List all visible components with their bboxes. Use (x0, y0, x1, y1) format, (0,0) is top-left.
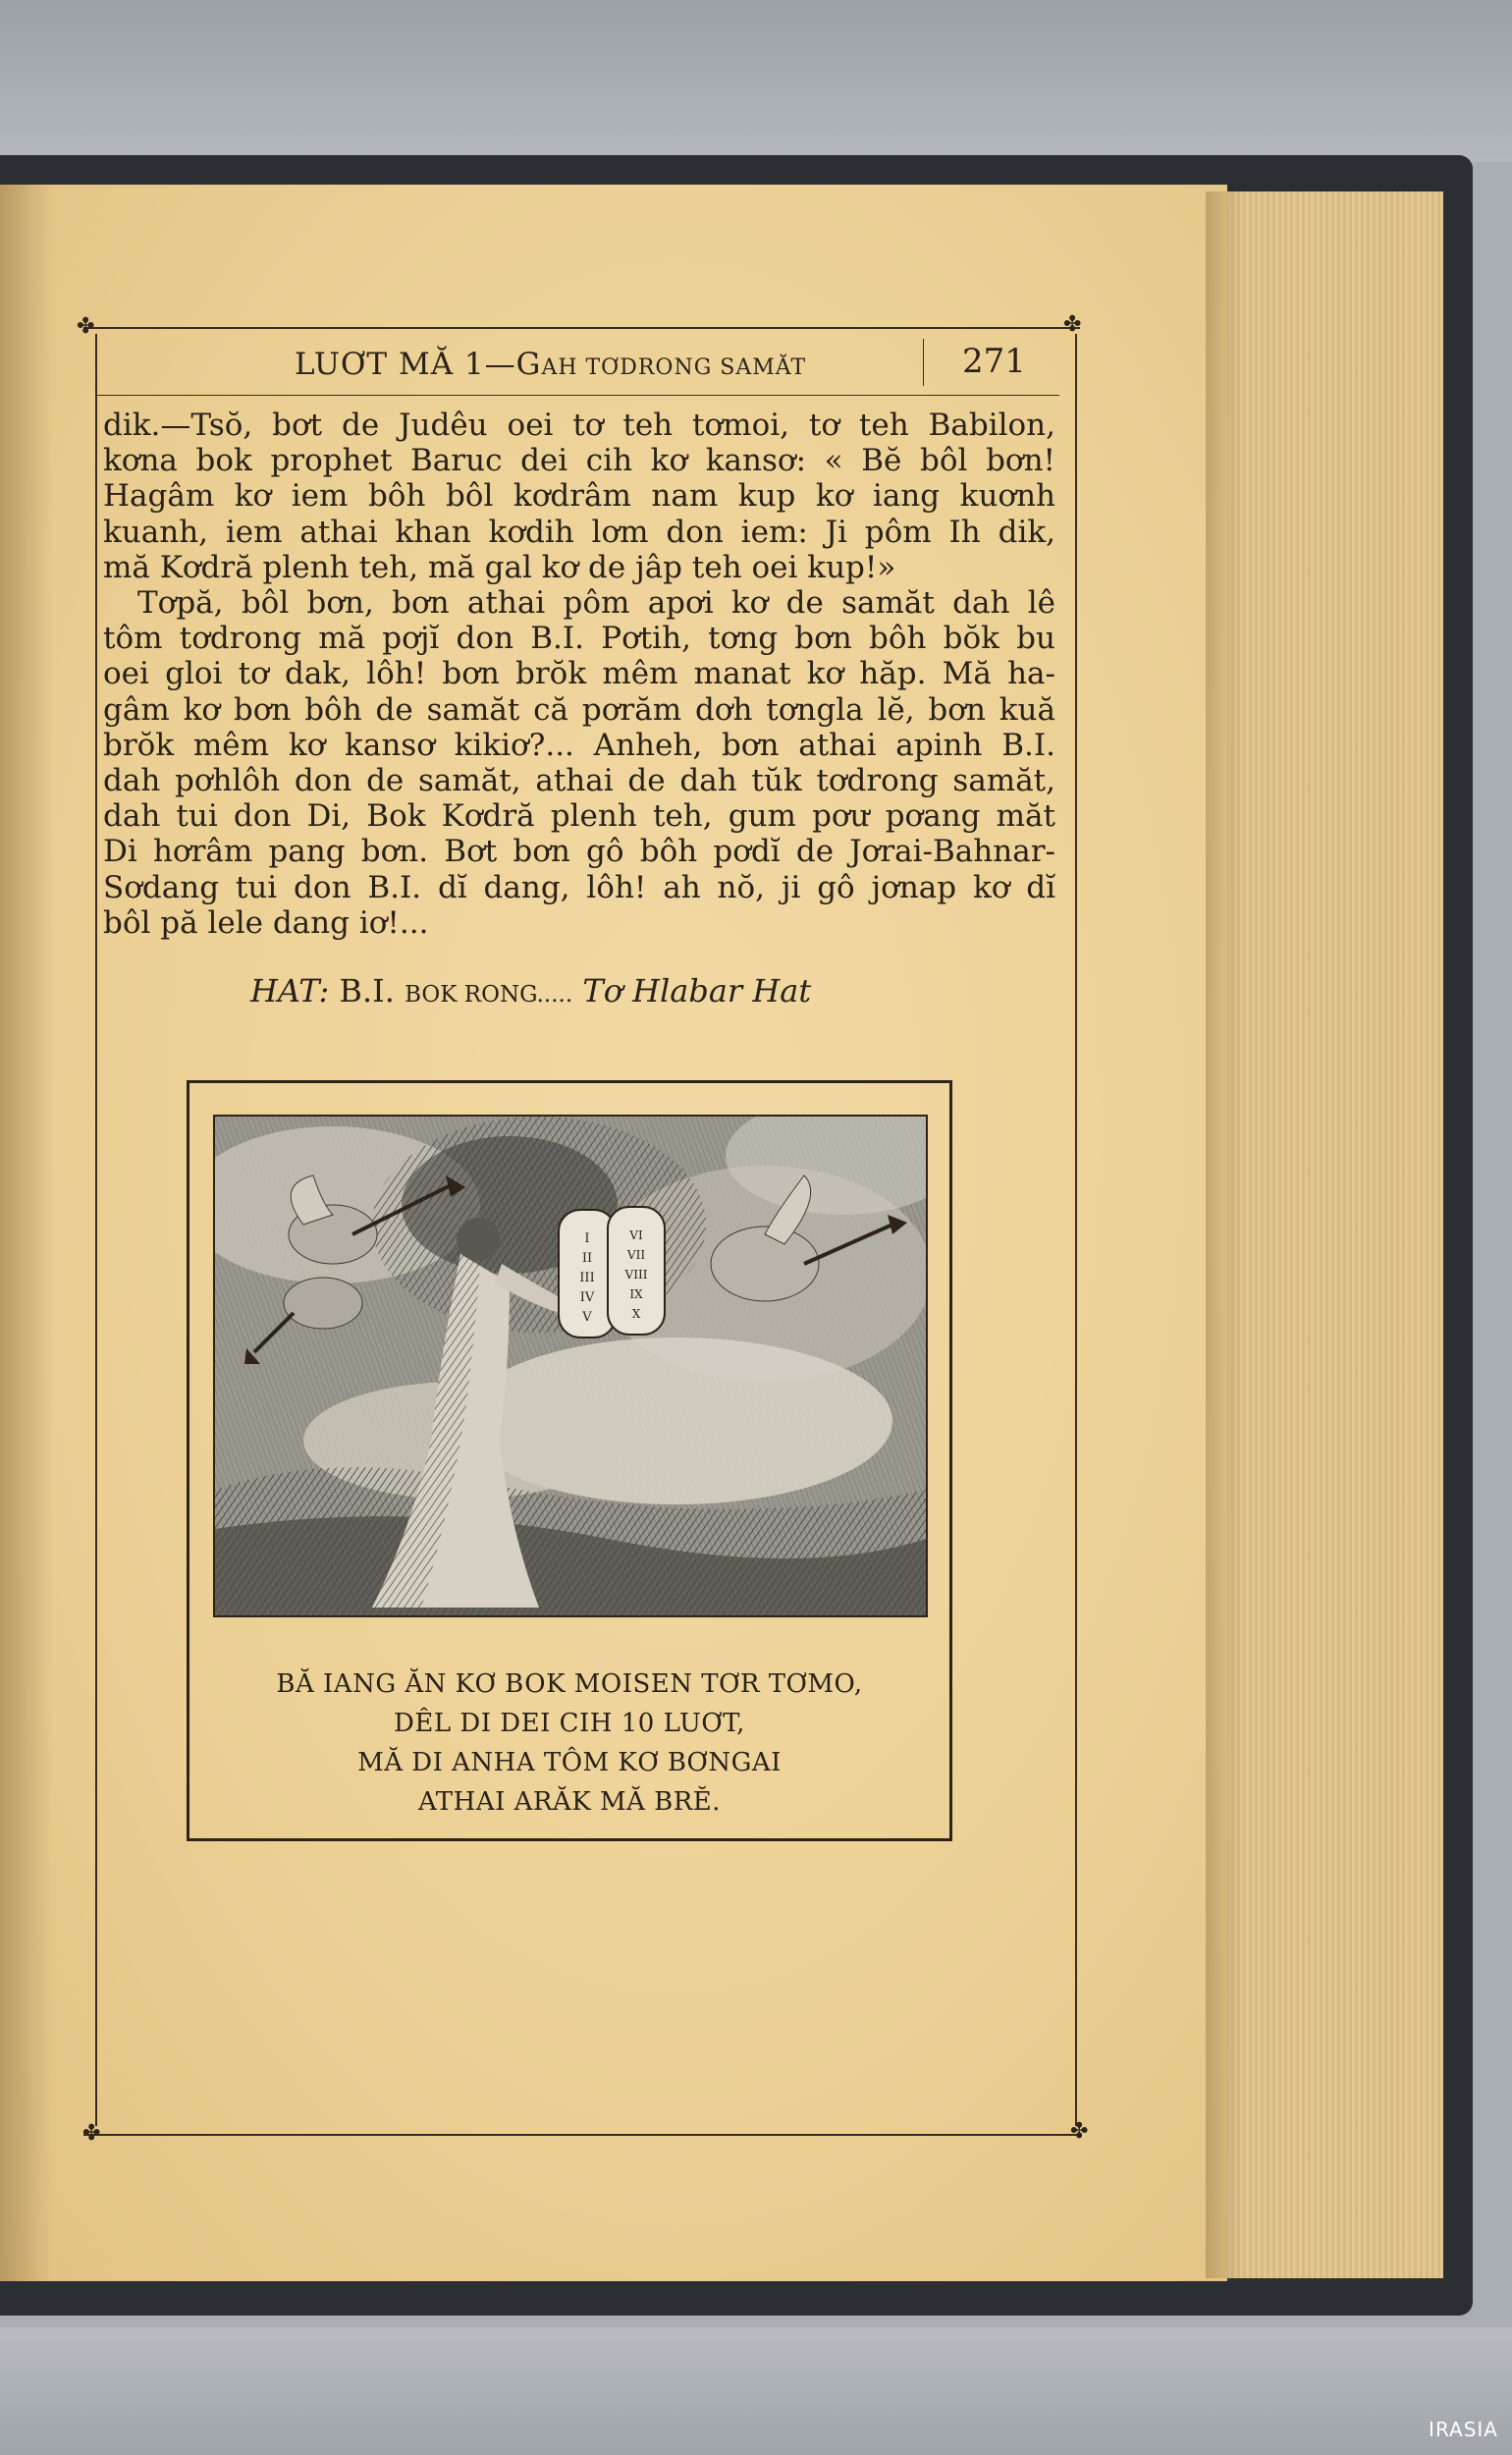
text-line: Sơdang tui don B.I. dĭ dang, lôh! ah nŏ, ji gô jơnap kơ dĭ (103, 869, 1055, 905)
page-gutter-shadow (0, 185, 54, 2281)
watermark: IRASIA (1429, 2418, 1498, 2441)
caption-line: ATHAI ARĂK MĂ BRĔ. (417, 1787, 722, 1817)
running-title-main: LUƠT MĂ 1— (295, 347, 516, 382)
engraving-moses-tablets (213, 1115, 928, 1617)
header-separator (923, 339, 924, 386)
page-edge-shadow (1206, 191, 1245, 2278)
frame-bottom-rule (83, 2134, 1080, 2136)
text-line: brŏk mêm kơ kansơ kikiơ?... Anheh, bơn athai apinh B.I. (103, 727, 1055, 763)
hymn-tune: Tơ Hlabar Hat (582, 972, 812, 1009)
frame-right-rule (1075, 334, 1077, 2126)
frame-left-rule (95, 334, 97, 2126)
tablet-numeral: III (579, 1271, 595, 1285)
page-number: 271 (962, 342, 1026, 381)
tablet-numeral: X (631, 1307, 641, 1321)
illustration-caption (187, 1664, 952, 1822)
text-line: dah tui don Di, Bok Kơdră plenh teh, gum pơư pơang măt (103, 798, 1055, 835)
text-line: Tơpă, bôl bơn, bơn athai pôm apơi kơ de samăt dah lê (137, 585, 1055, 622)
running-title-initial: G (515, 347, 542, 382)
hymn-label: HAT: (250, 972, 330, 1009)
hymn-ref: B.I. (339, 972, 395, 1009)
text-line: gâm kơ bơn bôh de samăt că pơrăm dơh tơngla lĕ, bơn kuă (103, 691, 1055, 728)
text-line: dah pơhlôh don de samăt, athai de dah tŭk tơdrong samăt, (103, 763, 1055, 799)
stone-tablets-icon (559, 1207, 665, 1337)
text-line: kơna bok prophet Baruc dei cih kơ kansơ: « Bĕ bôl bơn! (103, 443, 1055, 479)
background-bottom (0, 2327, 1512, 2455)
tablet-numeral: IV (579, 1290, 595, 1305)
tablet-numeral: I (584, 1231, 590, 1246)
corner-ornament-icon: ✤ (1070, 2119, 1089, 2144)
text-line: kuanh, iem athai khan kơdih lơm don iem: Ji pôm Ih dik, (103, 514, 1055, 550)
tablet-numeral: VIII (624, 1268, 648, 1282)
text-line: dik.—Tsŏ, bơt de Judêu oei tơ teh tơmoi, tơ teh Babilon, (103, 408, 1055, 443)
tablet-numeral: V (582, 1310, 592, 1325)
background-top (0, 0, 1512, 162)
corner-ornament-icon: ✤ (1063, 312, 1082, 337)
engraving-image (215, 1117, 926, 1615)
corner-ornament-icon: ✤ (77, 314, 95, 339)
caption-line: MĂ DI ANHA TÔM KƠ BƠNGAI (357, 1748, 782, 1777)
tablet-numeral: IX (629, 1287, 643, 1301)
text-line: tôm tơdrong mă pơjĭ don B.I. Pơtih, tơng bơn bôh bŏk bu (103, 621, 1055, 657)
corner-ornament-icon: ✤ (82, 2121, 101, 2146)
caption-line: BĂ IANG ĂN KƠ BOK MOISEN TƠR TƠMO, (276, 1669, 863, 1699)
text-line: bôl pă lele dang iơ!... (103, 904, 429, 941)
tablet-numeral: II (581, 1251, 593, 1266)
caption-line: DÊL DI DEI CIH 10 LUƠT, (394, 1709, 745, 1738)
text-line: mă Kơdră plenh teh, mă gal kơ de jâp teh oei kup!» (103, 549, 896, 585)
running-title-small-caps: AH TƠDRONG SAMĂT (541, 355, 807, 380)
tablet-numeral: VI (629, 1228, 643, 1242)
hymn-ref-small-caps: BOK RONG..... (405, 982, 573, 1008)
body-text (103, 408, 1055, 941)
hymn-reference (250, 972, 811, 1009)
frame-top-rule (83, 327, 1080, 329)
running-title (295, 347, 844, 382)
header-underline (97, 395, 1059, 396)
text-line: Di hơrâm pang bơn. Bơt bơn gô bôh pơdĭ de Jơrai-Bahnar- (103, 834, 1055, 870)
text-line: Hagâm kơ iem bôh bôl kơdrâm nam kup kơ iang kuơnh (103, 478, 1055, 515)
text-line: oei gloi tơ dak, lôh! bơn brŏk mêm manat kơ hăp. Mă ha- (103, 656, 1055, 692)
tablet-numeral: VII (626, 1248, 646, 1262)
